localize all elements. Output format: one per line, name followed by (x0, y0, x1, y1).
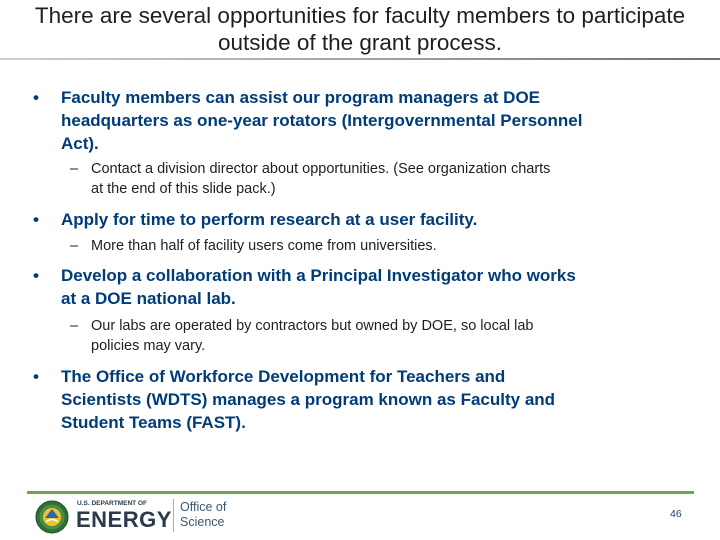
bullet-1-line-3: Act). (61, 134, 99, 153)
bullet-1-symbol: • (33, 88, 39, 107)
bullet-1-line-2: headquarters as one-year rotators (Intergovernmental Personnel (61, 111, 583, 130)
bullet-2 (33, 208, 478, 231)
energy-wordmark: ENERGY (76, 507, 172, 532)
page-number: 46 (670, 508, 682, 520)
bullet-4-line-2: Scientists (WDTS) manages a program known as Faculty and (61, 390, 556, 409)
doe-seal-icon (35, 500, 71, 534)
sub-bullet-3-1-line-2: policies may vary. (91, 338, 206, 354)
sub-bullet-2-1-symbol: – (70, 238, 79, 254)
sub-bullet-1-1-line-1: Contact a division director about opportunities. (See organization charts (91, 161, 551, 177)
title-divider (0, 58, 720, 60)
office-of-science-label (180, 500, 226, 530)
office-line-2: Science (180, 515, 225, 529)
sub-bullet-1-1-symbol: – (70, 161, 79, 177)
bullet-4-symbol: • (33, 367, 39, 386)
sub-bullet-3-1-symbol: – (70, 318, 79, 334)
slide-title (0, 2, 720, 56)
sub-bullet-3-1-line-1: Our labs are operated by contractors but owned by DOE, so local lab (91, 318, 534, 334)
bullet-3 (33, 264, 576, 308)
sub-bullet-3-1 (70, 316, 534, 354)
sub-bullet-1-1 (70, 159, 551, 197)
bullet-3-line-1: Develop a collaboration with a Principal Investigator who works (61, 266, 576, 285)
bullet-2-symbol: • (33, 210, 39, 229)
bullet-4-line-3: Student Teams (FAST). (61, 413, 246, 432)
bullet-4 (33, 365, 556, 432)
office-line-1: Office of (180, 500, 227, 514)
sub-bullet-1-1-line-2: at the end of this slide pack.) (91, 181, 276, 197)
bullet-1-line-1: Faculty members can assist our program managers at DOE (61, 88, 541, 107)
doe-department-line: U.S. DEPARTMENT OF (77, 500, 147, 507)
sub-bullet-2-1 (70, 236, 437, 256)
bullet-1 (33, 86, 583, 153)
sub-bullet-2-1-line-1: More than half of facility users come from universities. (91, 238, 437, 254)
slide-title-line-1: There are several opportunities for faculty members to participate (34, 3, 686, 28)
slide-title-line-2: outside of the grant process. (218, 30, 502, 55)
bullet-2-line-1: Apply for time to perform research at a user facility. (61, 210, 478, 229)
bullet-3-line-2: at a DOE national lab. (61, 289, 236, 308)
bullet-4-line-1: The Office of Workforce Development for Teachers and (61, 367, 506, 386)
footer-divider (27, 491, 694, 494)
bullet-3-symbol: • (33, 266, 39, 285)
logo-divider (173, 499, 174, 532)
